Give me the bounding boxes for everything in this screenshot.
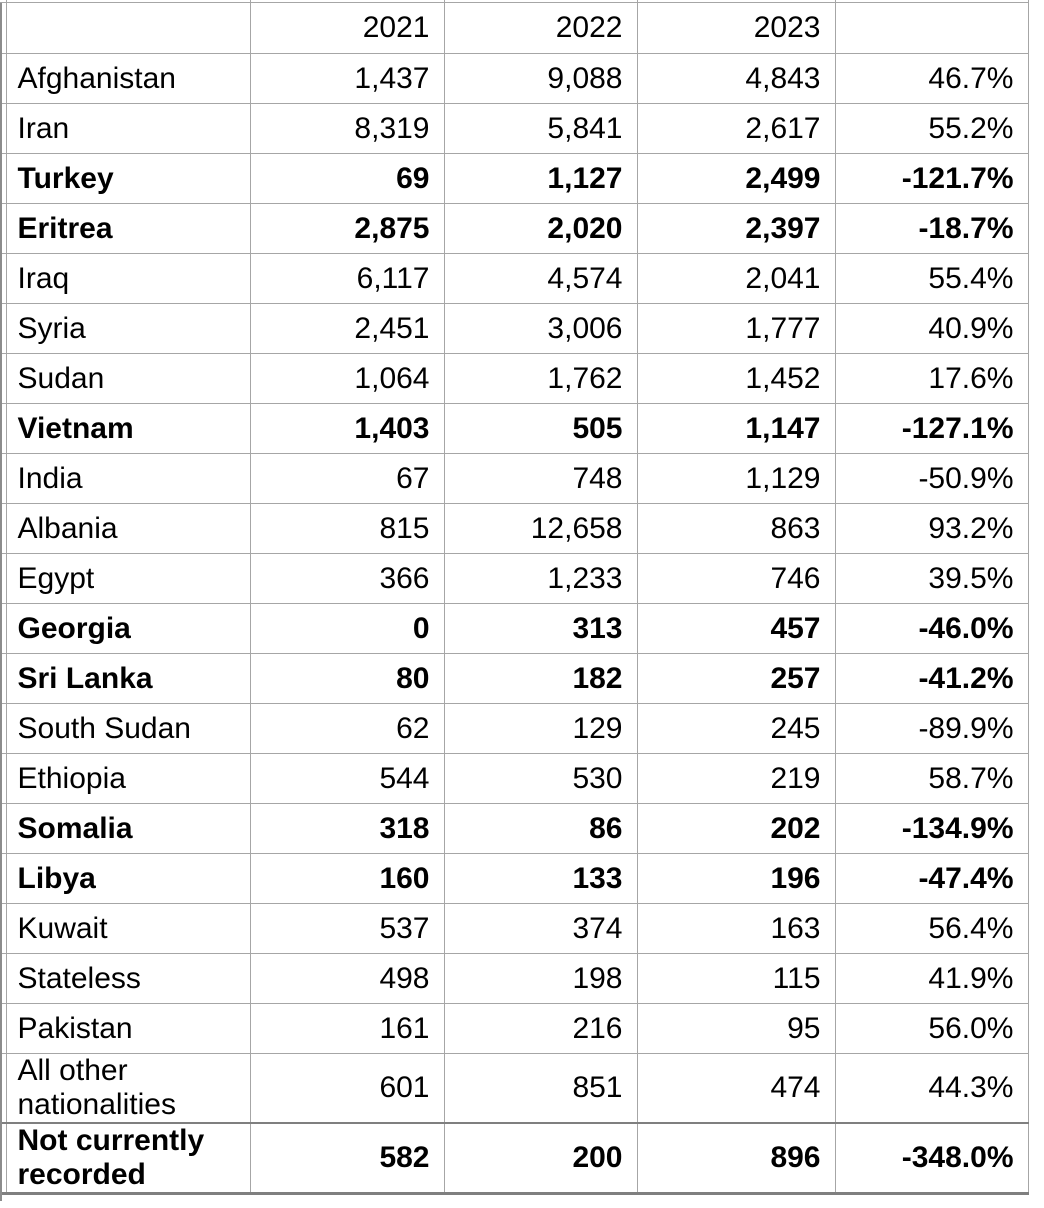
country-name-cell[interactable]: India <box>6 454 250 504</box>
table-row <box>0 354 1028 404</box>
value-2023-cell[interactable]: 95 <box>637 1004 835 1054</box>
table-row <box>0 854 1028 904</box>
country-name-cell[interactable]: Not currently recorded <box>6 1123 250 1194</box>
country-name-cell[interactable]: All other nationalities <box>6 1054 250 1124</box>
value-2022-cell[interactable]: 4,574 <box>444 254 637 304</box>
percent-change-cell[interactable]: 46.7% <box>835 54 1028 104</box>
value-2022-cell[interactable]: 5,841 <box>444 104 637 154</box>
value-2021-cell[interactable]: 62 <box>250 704 444 754</box>
table-row <box>0 654 1028 704</box>
value-2023-cell[interactable]: 474 <box>637 1054 835 1124</box>
header-country-cell[interactable] <box>6 3 250 54</box>
value-2023-cell[interactable]: 2,617 <box>637 104 835 154</box>
value-2021-cell[interactable]: 601 <box>250 1054 444 1124</box>
value-2022-cell[interactable]: 748 <box>444 454 637 504</box>
table-row <box>0 1004 1028 1054</box>
value-2023-cell[interactable]: 863 <box>637 504 835 554</box>
value-2023-cell[interactable]: 2,397 <box>637 204 835 254</box>
value-2021-cell[interactable]: 80 <box>250 654 444 704</box>
table-row <box>0 954 1028 1004</box>
value-2022-cell[interactable]: 216 <box>444 1004 637 1054</box>
table-row <box>0 704 1028 754</box>
value-2021-cell[interactable]: 582 <box>250 1123 444 1194</box>
country-name-cell[interactable]: Iraq <box>6 254 250 304</box>
table-row <box>0 104 1028 154</box>
table-row <box>0 254 1028 304</box>
percent-change-cell[interactable]: 58.7% <box>835 754 1028 804</box>
percent-change-cell[interactable]: -41.2% <box>835 654 1028 704</box>
country-name-cell[interactable]: Libya <box>6 854 250 904</box>
country-name-cell[interactable]: Eritrea <box>6 204 250 254</box>
value-2023-cell[interactable]: 115 <box>637 954 835 1004</box>
country-name-cell[interactable]: Kuwait <box>6 904 250 954</box>
value-2022-cell[interactable]: 851 <box>444 1054 637 1124</box>
value-2022-cell[interactable]: 3,006 <box>444 304 637 354</box>
value-2021-cell[interactable]: 366 <box>250 554 444 604</box>
value-2021-cell[interactable]: 0 <box>250 604 444 654</box>
table-row <box>0 554 1028 604</box>
country-name-cell[interactable]: Egypt <box>6 554 250 604</box>
header-percent-cell[interactable] <box>835 3 1028 54</box>
value-2021-cell[interactable]: 2,875 <box>250 204 444 254</box>
value-2021-cell[interactable]: 537 <box>250 904 444 954</box>
value-2022-cell[interactable]: 129 <box>444 704 637 754</box>
percent-change-cell[interactable]: -127.1% <box>835 404 1028 454</box>
table-row <box>0 604 1028 654</box>
value-2023-cell[interactable]: 196 <box>637 854 835 904</box>
percent-change-cell[interactable]: -50.9% <box>835 454 1028 504</box>
value-2023-cell[interactable]: 4,843 <box>637 54 835 104</box>
country-name-cell[interactable]: Ethiopia <box>6 754 250 804</box>
value-2022-cell[interactable]: 1,233 <box>444 554 637 604</box>
country-name-cell[interactable]: Syria <box>6 304 250 354</box>
percent-change-cell[interactable]: -47.4% <box>835 854 1028 904</box>
value-2022-cell[interactable]: 1,762 <box>444 354 637 404</box>
value-2022-cell[interactable]: 313 <box>444 604 637 654</box>
percent-change-cell[interactable]: 41.9% <box>835 954 1028 1004</box>
value-2021-cell[interactable]: 1,064 <box>250 354 444 404</box>
value-2021-cell[interactable]: 160 <box>250 854 444 904</box>
value-2023-cell[interactable]: 257 <box>637 654 835 704</box>
value-2023-cell[interactable]: 1,129 <box>637 454 835 504</box>
value-2022-cell[interactable]: 182 <box>444 654 637 704</box>
value-2021-cell[interactable]: 67 <box>250 454 444 504</box>
value-2023-cell[interactable]: 163 <box>637 904 835 954</box>
country-name-cell[interactable]: Vietnam <box>6 404 250 454</box>
country-name-cell[interactable]: Georgia <box>6 604 250 654</box>
value-2023-cell[interactable]: 2,499 <box>637 154 835 204</box>
percent-change-cell[interactable]: 56.4% <box>835 904 1028 954</box>
header-row <box>0 3 1028 54</box>
percent-change-cell[interactable]: -134.9% <box>835 804 1028 854</box>
header-2023-cell[interactable]: 2023 <box>637 3 835 54</box>
country-name-cell[interactable]: Pakistan <box>6 1004 250 1054</box>
country-name-cell[interactable]: Iran <box>6 104 250 154</box>
header-2022-cell[interactable]: 2022 <box>444 3 637 54</box>
percent-change-cell[interactable]: 55.2% <box>835 104 1028 154</box>
percent-change-cell[interactable]: 93.2% <box>835 504 1028 554</box>
percent-change-cell[interactable]: 56.0% <box>835 1004 1028 1054</box>
percent-change-cell[interactable]: 39.5% <box>835 554 1028 604</box>
country-name-cell[interactable]: Stateless <box>6 954 250 1004</box>
value-2021-cell[interactable]: 69 <box>250 154 444 204</box>
table-row <box>0 404 1028 454</box>
value-2022-cell[interactable]: 200 <box>444 1123 637 1194</box>
value-2023-cell[interactable]: 1,147 <box>637 404 835 454</box>
value-2022-cell[interactable]: 530 <box>444 754 637 804</box>
country-name-cell[interactable]: Turkey <box>6 154 250 204</box>
value-2023-cell[interactable]: 1,452 <box>637 354 835 404</box>
country-name-cell[interactable]: Sri Lanka <box>6 654 250 704</box>
value-2022-cell[interactable]: 505 <box>444 404 637 454</box>
percent-change-cell[interactable]: -89.9% <box>835 704 1028 754</box>
table-row <box>0 154 1028 204</box>
value-2023-cell[interactable]: 746 <box>637 554 835 604</box>
percent-change-cell[interactable]: -348.0% <box>835 1123 1028 1194</box>
value-2022-cell[interactable]: 374 <box>444 904 637 954</box>
table-body <box>0 54 1028 1194</box>
percent-change-cell[interactable]: -46.0% <box>835 604 1028 654</box>
value-2023-cell[interactable]: 2,041 <box>637 254 835 304</box>
percent-change-cell[interactable]: 17.6% <box>835 354 1028 404</box>
value-2022-cell[interactable]: 86 <box>444 804 637 854</box>
value-2023-cell[interactable]: 457 <box>637 604 835 654</box>
table-row <box>0 1123 1028 1194</box>
value-2023-cell[interactable]: 219 <box>637 754 835 804</box>
country-name-cell[interactable]: Albania <box>6 504 250 554</box>
value-2023-cell[interactable]: 896 <box>637 1123 835 1194</box>
value-2022-cell[interactable]: 9,088 <box>444 54 637 104</box>
table-row <box>0 754 1028 804</box>
value-2023-cell[interactable]: 202 <box>637 804 835 854</box>
table-row <box>0 454 1028 504</box>
value-2022-cell[interactable]: 2,020 <box>444 204 637 254</box>
table-row <box>0 904 1028 954</box>
value-2021-cell[interactable]: 1,437 <box>250 54 444 104</box>
value-2021-cell[interactable]: 498 <box>250 954 444 1004</box>
percent-change-cell[interactable]: 55.4% <box>835 254 1028 304</box>
value-2022-cell[interactable]: 12,658 <box>444 504 637 554</box>
value-2022-cell[interactable]: 133 <box>444 854 637 904</box>
value-2023-cell[interactable]: 245 <box>637 704 835 754</box>
percent-change-cell[interactable]: -121.7% <box>835 154 1028 204</box>
table-row <box>0 804 1028 854</box>
country-name-cell[interactable]: Sudan <box>6 354 250 404</box>
value-2022-cell[interactable]: 198 <box>444 954 637 1004</box>
table-row <box>0 304 1028 354</box>
value-2022-cell[interactable]: 1,127 <box>444 154 637 204</box>
value-2021-cell[interactable]: 161 <box>250 1004 444 1054</box>
value-2021-cell[interactable]: 815 <box>250 504 444 554</box>
value-2021-cell[interactable]: 544 <box>250 754 444 804</box>
value-2021-cell[interactable]: 8,319 <box>250 104 444 154</box>
table-row <box>0 204 1028 254</box>
header-2021-cell[interactable]: 2021 <box>250 3 444 54</box>
country-name-cell[interactable]: South Sudan <box>6 704 250 754</box>
percent-change-cell[interactable]: 44.3% <box>835 1054 1028 1124</box>
percent-change-cell[interactable]: -18.7% <box>835 204 1028 254</box>
percent-change-cell[interactable]: 40.9% <box>835 304 1028 354</box>
value-2021-cell[interactable]: 2,451 <box>250 304 444 354</box>
country-name-cell[interactable]: Somalia <box>6 804 250 854</box>
value-2021-cell[interactable]: 1,403 <box>250 404 444 454</box>
country-name-cell[interactable]: Afghanistan <box>6 54 250 104</box>
table-row <box>0 504 1028 554</box>
value-2021-cell[interactable]: 6,117 <box>250 254 444 304</box>
value-2021-cell[interactable]: 318 <box>250 804 444 854</box>
table-row <box>0 1054 1028 1124</box>
cropped-left-grid-edge <box>0 3 2 1201</box>
value-2023-cell[interactable]: 1,777 <box>637 304 835 354</box>
table-row <box>0 54 1028 104</box>
